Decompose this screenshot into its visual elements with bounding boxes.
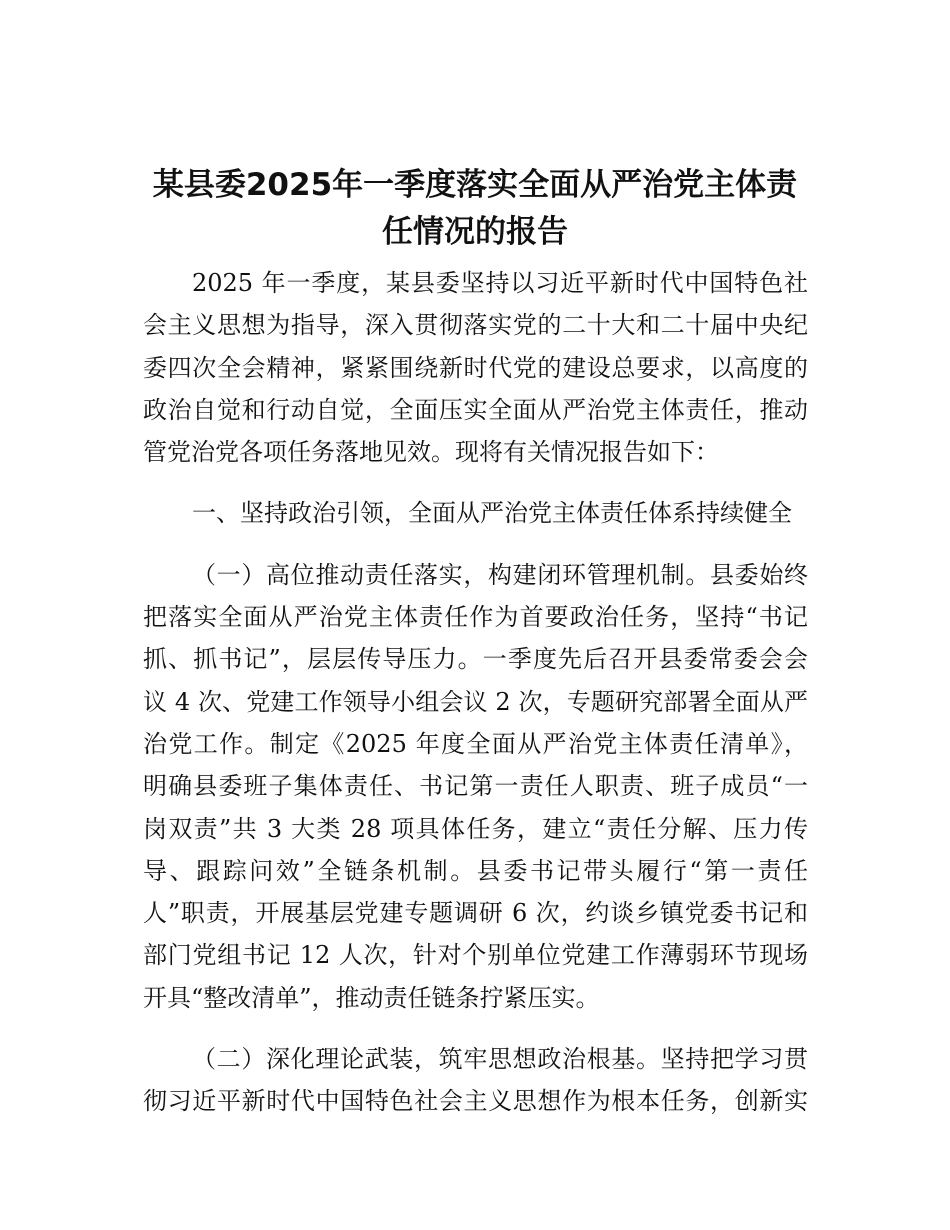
- text-line: 部门党组书记 12 人次，针对个别单位党建工作薄弱环节现场: [143, 941, 808, 970]
- text-line: 委四次全会精神，紧紧围绕新时代党的建设总要求，以高度的: [143, 353, 808, 382]
- text-line: 会主义思想为指导，深入贯彻落实党的二十大和二十届中央纪: [143, 311, 808, 340]
- text-line: 抓、抓书记”，层层传导压力。一季度先后召开县委常委会会: [143, 645, 808, 674]
- document-body: [143, 262, 808, 1142]
- paragraph: [143, 1038, 808, 1123]
- text-line: 政治自觉和行动自觉，全面压实全面从严治党主体责任，推动: [143, 395, 808, 424]
- text-line: 人”职责，开展基层党建专题调研 6 次，约谈乡镇党委书记和: [143, 899, 808, 928]
- text-line: 一、坚持政治引领，全面从严治党主体责任体系持续健全: [192, 499, 792, 528]
- text-line: 议 4 次、党建工作领导小组会议 2 次，专题研究部署全面从严: [143, 687, 808, 716]
- paragraph: [143, 554, 808, 1019]
- text-line: 开具“整改清单”，推动责任链条拧紧压实。: [143, 983, 600, 1012]
- title-line: 某县委2025年一季度落实全面从严治党主体责: [152, 167, 798, 203]
- text-line: 把落实全面从严治党主体责任作为首要政治任务，坚持“书记: [143, 603, 808, 632]
- text-line: 2025 年一季度，某县委坚持以习近平新时代中国特色社: [192, 269, 808, 297]
- document-title: [120, 162, 830, 256]
- text-line: 岗双责”共 3 大类 28 项具体任务，建立“责任分解、压力传: [143, 814, 808, 843]
- text-line: 治党工作。制定《2025 年度全面从严治党主体责任清单》，: [143, 729, 808, 758]
- text-line: 彻习近平新时代中国特色社会主义思想作为根本任务，创新实: [143, 1087, 808, 1116]
- section-heading: [143, 492, 808, 534]
- title-line: 任情况的报告: [382, 214, 568, 250]
- paragraph: [143, 262, 808, 473]
- text-line: 明确县委班子集体责任、书记第一责任人职责、班子成员“一: [143, 772, 808, 801]
- text-line: 管党治党各项任务落地见效。现将有关情况报告如下：: [143, 438, 719, 467]
- text-line: 导、跟踪问效”全链条机制。县委书记带头履行“第一责任: [143, 856, 808, 885]
- text-line: （一）高位推动责任落实，构建闭环管理机制。县委始终: [192, 560, 808, 589]
- text-line: （二）深化理论武装，筑牢思想政治根基。坚持把学习贯: [192, 1045, 808, 1074]
